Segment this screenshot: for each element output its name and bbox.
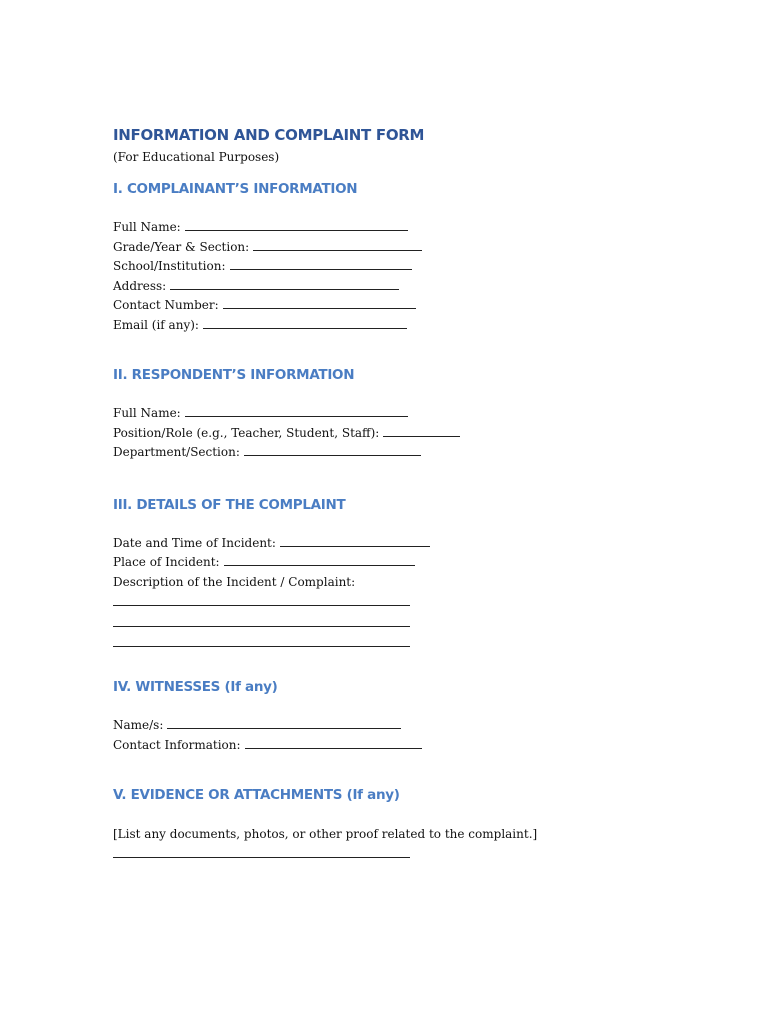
evidence-heading: V. EVIDENCE OR ATTACHMENTS (If any)	[113, 787, 400, 803]
field-label: Date and Time of Incident:	[113, 535, 276, 550]
witnesses-names-blank[interactable]	[167, 717, 401, 729]
field-label: Place of Incident:	[113, 555, 220, 569]
respondent-position-blank[interactable]	[383, 425, 460, 437]
field-label: Description of the Incident / Complaint:	[113, 574, 356, 589]
complainant-fields	[113, 218, 673, 335]
respondent-heading: II. RESPONDENT’S INFORMATION	[113, 367, 355, 383]
details-heading: III. DETAILS OF THE COMPLAINT	[113, 496, 346, 513]
complainant-school-blank[interactable]	[230, 258, 412, 270]
details-place-field	[113, 553, 673, 573]
description-line-2[interactable]	[113, 613, 410, 627]
field-label: Contact Information:	[113, 737, 241, 752]
respondent-full-name-blank[interactable]	[185, 405, 408, 417]
details-section	[113, 495, 673, 648]
witnesses-section	[113, 677, 673, 755]
respondent-department-field	[113, 443, 673, 463]
field-label: Full Name:	[113, 220, 181, 234]
complainant-school-field	[113, 257, 673, 277]
witnesses-heading: IV. WITNESSES (If any)	[113, 679, 278, 695]
complainant-address-field	[113, 277, 673, 297]
complainant-section	[113, 179, 673, 335]
witnesses-contact-blank[interactable]	[245, 737, 422, 749]
respondent-fields	[113, 404, 673, 463]
field-label: Address:	[113, 278, 167, 293]
details-datetime-field	[113, 534, 673, 554]
form-page	[113, 124, 673, 865]
details-description-field	[113, 573, 673, 593]
respondent-department-blank[interactable]	[244, 444, 421, 456]
evidence-section	[113, 785, 673, 858]
field-label: Grade/Year & Section:	[113, 239, 250, 254]
evidence-line[interactable]	[113, 844, 410, 858]
details-place-blank[interactable]	[224, 554, 415, 566]
description-line-1[interactable]	[113, 592, 410, 606]
details-fields	[113, 534, 673, 648]
field-label: Name/s:	[113, 718, 164, 732]
field-label: Contact Number:	[113, 298, 219, 312]
evidence-note: [List any documents, photos, or other proof related to the complaint.]	[113, 827, 538, 841]
field-label: Email (if any):	[113, 317, 199, 332]
respondent-full-name-field	[113, 404, 673, 424]
complainant-contact-field	[113, 296, 673, 316]
complainant-address-blank[interactable]	[170, 278, 399, 290]
description-line-3[interactable]	[113, 633, 410, 647]
witnesses-names-field	[113, 716, 673, 736]
field-label: School/Institution:	[113, 259, 226, 273]
complainant-grade-blank[interactable]	[253, 239, 422, 251]
complainant-contact-blank[interactable]	[223, 297, 416, 309]
complainant-email-blank[interactable]	[203, 317, 407, 329]
complainant-email-field	[113, 316, 673, 336]
respondent-position-field	[113, 424, 673, 444]
field-label: Full Name:	[113, 406, 181, 420]
witnesses-contact-field	[113, 736, 673, 756]
form-title: INFORMATION AND COMPLAINT FORM	[113, 126, 425, 144]
respondent-section	[113, 365, 673, 463]
witnesses-fields	[113, 716, 673, 755]
form-subtitle: (For Educational Purposes)	[113, 150, 280, 164]
complainant-grade-field	[113, 238, 673, 258]
details-datetime-blank[interactable]	[280, 535, 430, 547]
field-label: Department/Section:	[113, 445, 240, 459]
field-label: Position/Role (e.g., Teacher, Student, Staff):	[113, 425, 380, 440]
complainant-heading: I. COMPLAINANT’S INFORMATION	[113, 181, 358, 197]
complainant-full-name-field	[113, 218, 673, 238]
complainant-full-name-blank[interactable]	[185, 219, 408, 231]
